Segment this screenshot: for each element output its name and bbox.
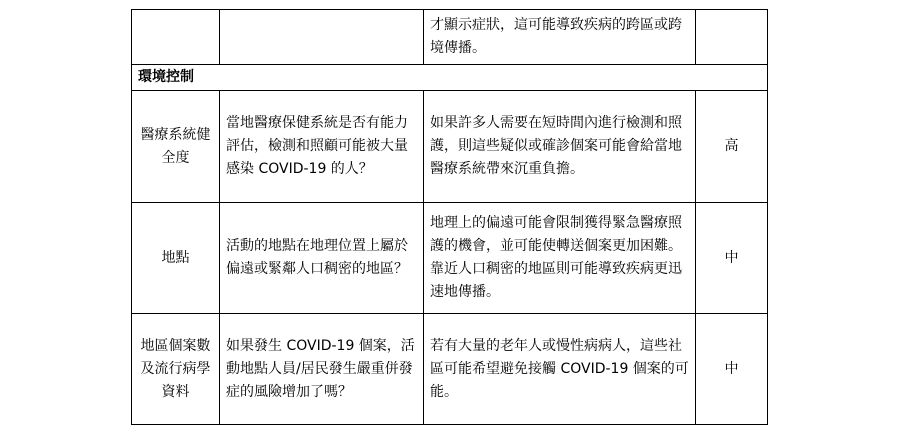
factor-cell: 地區個案數及流行病學資料 <box>132 314 220 425</box>
risk-level-cell: 中 <box>696 314 768 425</box>
table-row <box>132 203 768 314</box>
factor-cell <box>132 10 220 65</box>
question-cell: 活動的地點在地理位置上屬於偏遠或緊鄰人口稠密的地區？ <box>220 203 424 314</box>
description-cell: 地理上的偏遠可能會限制獲得緊急醫療照護的機會，並可能使轉送個案更加困難。 靠近人口稠密的地區則可能導致疾病更迅速地傳播。 <box>424 203 696 314</box>
risk-level-cell: 高 <box>696 91 768 203</box>
description-cell: 才顯示症狀，這可能導致疾病的跨區或跨境傳播。 <box>424 10 696 65</box>
question-cell <box>220 10 424 65</box>
risk-assessment-table <box>131 9 768 425</box>
risk-level-cell <box>696 10 768 65</box>
description-cell: 如果許多人需要在短時間內進行檢測和照護，則這些疑似或確診個案可能會給當地醫療系統帶來沉重負擔。 <box>424 91 696 203</box>
table-row <box>132 91 768 203</box>
section-heading: 環境控制 <box>132 65 768 91</box>
table-row <box>132 10 768 65</box>
question-cell: 如果發生 COVID-19 個案，活動地點人員/居民發生嚴重併發症的風險增加了嗎？ <box>220 314 424 425</box>
description-cell: 若有大量的老年人或慢性病病人，這些社區可能希望避免接觸 COVID-19 個案的可能。 <box>424 314 696 425</box>
table-row <box>132 314 768 425</box>
question-cell: 當地醫療保健系統是否有能力評估，檢測和照顧可能被大量感染 COVID-19 的人？ <box>220 91 424 203</box>
factor-cell: 醫療系統健全度 <box>132 91 220 203</box>
factor-cell: 地點 <box>132 203 220 314</box>
risk-level-cell: 中 <box>696 203 768 314</box>
section-row <box>132 65 768 91</box>
